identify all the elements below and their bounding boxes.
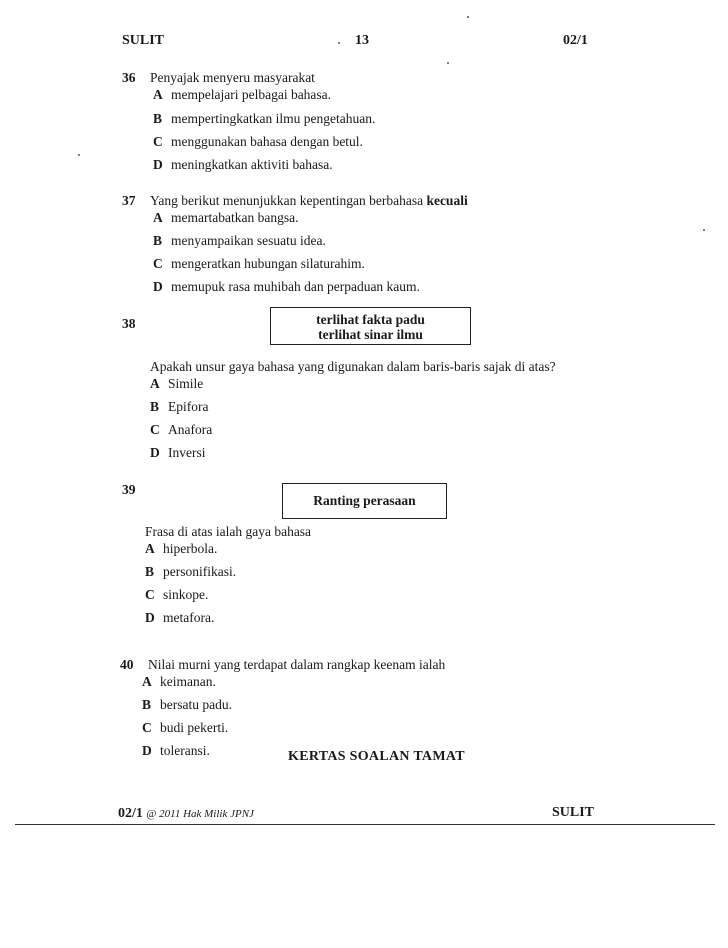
option-b[interactable]: [150, 399, 208, 415]
question-stem: Frasa di atas ialah gaya bahasa: [145, 524, 312, 539]
option-text: budi pekerti.: [160, 720, 229, 735]
option-b[interactable]: [153, 111, 375, 127]
quote-box: [270, 307, 471, 345]
question-stem: Penyajak menyeru masyarakat: [150, 70, 315, 85]
footer-sulit: SULIT: [552, 805, 595, 820]
footer-code: 02/1: [118, 806, 143, 821]
option-b[interactable]: [145, 564, 236, 580]
option-letter: D: [153, 157, 163, 172]
option-c[interactable]: [145, 587, 208, 603]
end-of-paper-text: KERTAS SOALAN TAMAT: [288, 749, 465, 764]
option-c[interactable]: [150, 422, 212, 438]
question-stem: [150, 193, 468, 209]
option-letter: A: [142, 674, 152, 689]
option-letter: A: [153, 210, 163, 225]
option-text: menggunakan bahasa dengan betul.: [171, 134, 363, 149]
option-text: hiperbola.: [163, 541, 218, 556]
quote-line-1: terlihat fakta padu: [316, 312, 425, 327]
footer-left: [118, 805, 254, 822]
question-number: 37: [122, 193, 136, 208]
option-a[interactable]: [150, 376, 203, 392]
scan-speck: [703, 229, 705, 231]
option-text: mempertingkatkan ilmu pengetahuan.: [171, 111, 376, 126]
option-text: personifikasi.: [163, 564, 237, 579]
scan-speck: [78, 154, 80, 156]
option-a[interactable]: [153, 87, 331, 103]
quote-line-2: terlihat sinar ilmu: [318, 327, 423, 342]
option-d[interactable]: [142, 743, 210, 759]
option-a[interactable]: [142, 674, 216, 690]
option-letter: C: [153, 256, 163, 271]
question-stem: Nilai murni yang terdapat dalam rangkap keenam ialah: [148, 657, 446, 672]
footer-rule: [15, 824, 715, 825]
option-text: bersatu padu.: [160, 697, 232, 712]
option-text: memupuk rasa muhibah dan perpaduan kaum.: [171, 279, 420, 294]
option-text: mempelajari pelbagai bahasa.: [171, 87, 332, 102]
option-d[interactable]: [145, 610, 214, 626]
option-text: mengeratkan hubungan silaturahim.: [171, 256, 365, 271]
footer-copyright: @ 2011 Hak Milik JPNJ: [146, 808, 254, 820]
option-text: toleransi.: [160, 743, 210, 758]
option-c[interactable]: [153, 256, 365, 272]
scan-speck: [338, 42, 340, 44]
option-letter: B: [150, 399, 160, 414]
quote-line-1: Ranting perasaan: [313, 493, 416, 508]
option-text: Simile: [168, 376, 204, 391]
option-d[interactable]: [150, 445, 206, 461]
option-b[interactable]: [153, 233, 326, 249]
option-letter: A: [153, 87, 163, 102]
question-number: 39: [122, 482, 136, 497]
header-paper-code: 02/1: [563, 33, 588, 48]
option-letter: A: [150, 376, 160, 391]
option-text: menyampaikan sesuatu idea.: [171, 233, 326, 248]
option-text: Anafora: [168, 422, 213, 437]
option-text: memartabatkan bangsa.: [171, 210, 299, 225]
question-stem-emphasis: kecuali: [426, 193, 468, 208]
question-stem: Apakah unsur gaya bahasa yang digunakan dalam baris-baris sajak di atas?: [150, 359, 556, 374]
option-letter: D: [145, 610, 155, 625]
option-letter: C: [142, 720, 152, 735]
header-sulit: SULIT: [122, 33, 165, 48]
option-a[interactable]: [153, 210, 298, 226]
option-text: Inversi: [168, 445, 206, 460]
scan-speck: [467, 16, 469, 18]
option-letter: A: [145, 541, 155, 556]
option-d[interactable]: [153, 157, 333, 173]
page-number: 13: [355, 33, 369, 48]
question-number: 38: [122, 316, 136, 331]
option-letter: B: [145, 564, 155, 579]
option-text: sinkope.: [163, 587, 209, 602]
quote-box: [282, 483, 447, 519]
option-d[interactable]: [153, 279, 420, 295]
question-number: 36: [122, 70, 136, 85]
option-letter: B: [153, 111, 163, 126]
option-letter: B: [153, 233, 163, 248]
option-text: metafora.: [163, 610, 215, 625]
option-letter: C: [145, 587, 155, 602]
option-c[interactable]: [142, 720, 228, 736]
option-text: Epifora: [168, 399, 209, 414]
option-letter: D: [153, 279, 163, 294]
question-number: 40: [120, 657, 134, 672]
question-stem-text: Yang berikut menunjukkan kepentingan berbahasa: [150, 193, 424, 208]
scan-speck: [447, 62, 449, 64]
option-text: meningkatkan aktiviti bahasa.: [171, 157, 333, 172]
option-letter: D: [150, 445, 160, 460]
option-letter: B: [142, 697, 152, 712]
option-c[interactable]: [153, 134, 363, 150]
option-b[interactable]: [142, 697, 232, 713]
option-letter: C: [153, 134, 163, 149]
option-letter: D: [142, 743, 152, 758]
option-a[interactable]: [145, 541, 217, 557]
option-text: keimanan.: [160, 674, 216, 689]
option-letter: C: [150, 422, 160, 437]
